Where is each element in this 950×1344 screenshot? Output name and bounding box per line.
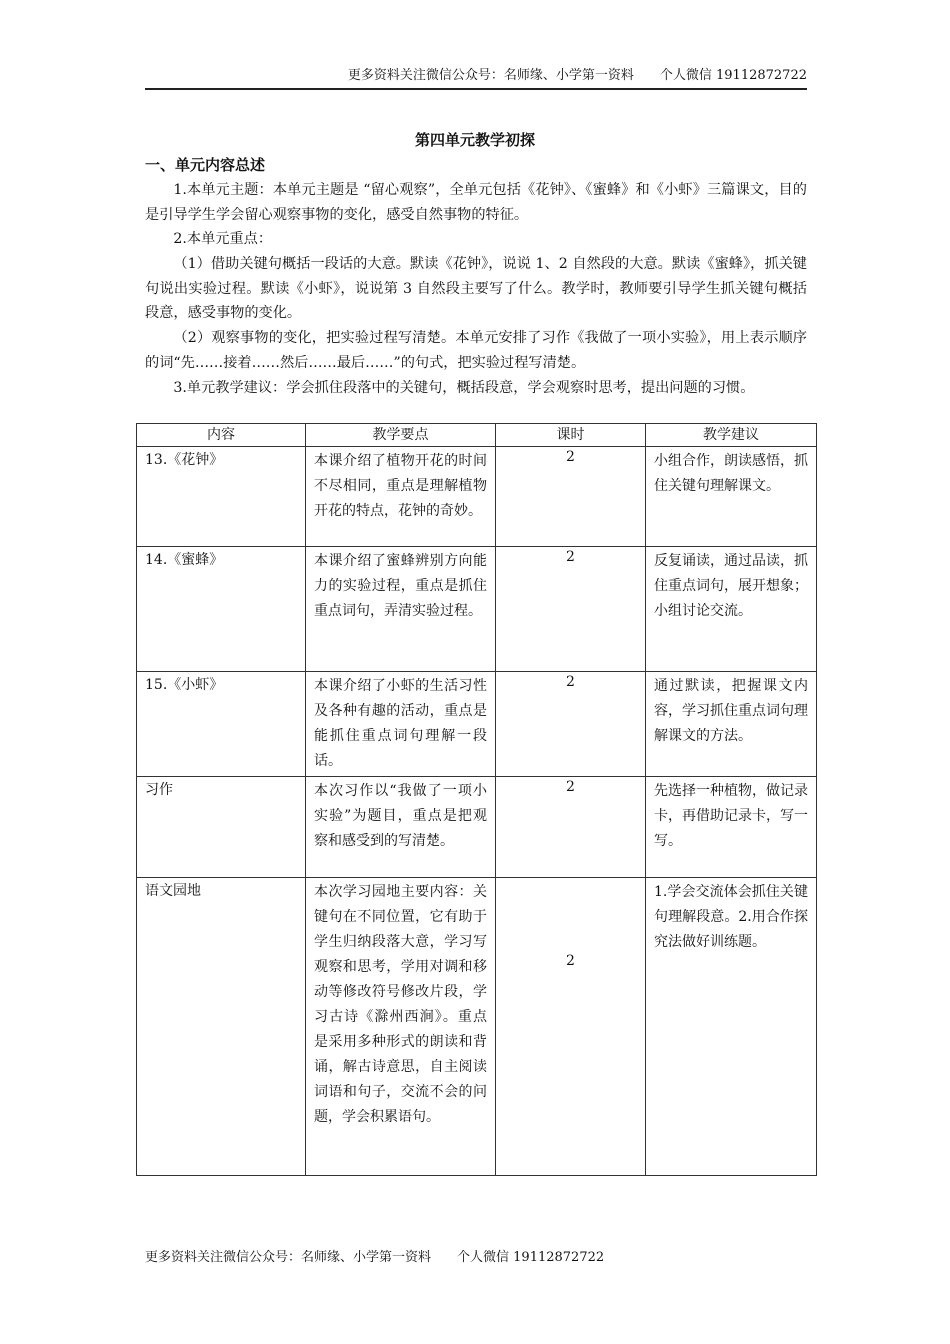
cell-content: 习作 — [137, 777, 306, 878]
paragraph-advice: 3.单元教学建议：学会抓住段落中的关键句，概括段意，学会观察时思考，提出问题的习惯。 — [173, 380, 755, 396]
header-wechat: 个人微信 19112872722 — [659, 68, 807, 83]
cell-advice: 1.学会交流体会抓住关键句理解段意。2.用合作探究法做好训练题。 — [646, 878, 817, 1176]
cell-points: 本次习作以“我做了一项小实验”为题目，重点是把观察和感受到的写清楚。 — [306, 777, 496, 878]
table-row — [137, 447, 817, 547]
cell-content: 15.《小虾》 — [137, 672, 306, 777]
cell-points: 本课介绍了小虾的生活习性及各种有趣的活动，重点是能抓住重点词句理解一段话。 — [306, 672, 496, 777]
cell-hours: 2 — [496, 878, 646, 1176]
paragraph-focus-heading: 2.本单元重点： — [173, 231, 273, 247]
cell-points: 本课介绍了蜜蜂辨别方向能力的实验过程，重点是抓住重点词句，弄清实验过程。 — [306, 547, 496, 672]
cell-hours: 2 — [496, 547, 646, 672]
page-title: 第四单元教学初探 — [414, 131, 535, 149]
cell-content: 13.《花钟》 — [137, 447, 306, 547]
header-advice: 教学建议 — [646, 424, 817, 447]
teaching-plan-table — [136, 423, 817, 1176]
header-hours: 课时 — [496, 424, 646, 447]
table-row — [137, 672, 817, 777]
header-content: 内容 — [137, 424, 306, 447]
cell-hours: 2 — [496, 672, 646, 777]
page-header — [145, 66, 807, 90]
table-row — [137, 777, 817, 878]
table-row — [137, 878, 817, 1176]
cell-advice: 通过默读，把握课文内容，学习抓住重点词句理解课文的方法。 — [646, 672, 817, 777]
section-heading: 一、单元内容总述 — [145, 156, 266, 174]
page-footer — [145, 1246, 604, 1265]
header-source: 更多资料关注微信公众号：名师缘、小学第一资料 — [347, 68, 634, 83]
cell-advice: 反复诵读，通过品读，抓住重点词句，展开想象；小组讨论交流。 — [646, 547, 817, 672]
paragraph-focus-2: （2）观察事物的变化，把实验过程写清楚。本单元安排了习作《我做了一项小实验》，用上表示顺序的词“先……接着……然后……最后……”的句式，把实验过程写清楚。 — [145, 330, 807, 371]
cell-advice: 先选择一种植物，做记录卡，再借助记录卡，写一写。 — [646, 777, 817, 878]
paragraph-theme: 1.本单元主题：本单元主题是 “留心观察”，全单元包括《花钟》、《蜜蜂》和《小虾》三篇课文，目的是引导学生学会留心观察事物的变化，感受自然事物的特征。 — [145, 182, 807, 223]
cell-hours: 2 — [496, 447, 646, 547]
table-header-row — [137, 424, 817, 447]
cell-content: 14.《蜜蜂》 — [137, 547, 306, 672]
cell-hours: 2 — [496, 777, 646, 878]
header-points: 教学要点 — [306, 424, 496, 447]
table-row — [137, 547, 817, 672]
paragraph-focus-1: （1）借助关键句概括一段话的大意。默读《花钟》，说说 1、2 自然段的大意。默读《蜜蜂》，抓关键句说出实验过程。默读《小虾》，说说第 3 自然段主要写了什么。教学时，教师要引导学生抓关键句概括段意，感受事物的变化。 — [145, 256, 807, 322]
footer-wechat: 个人微信 19112872722 — [457, 1250, 605, 1265]
cell-advice: 小组合作，朗读感悟，抓住关键句理解课文。 — [646, 447, 817, 547]
footer-source: 更多资料关注微信公众号：名师缘、小学第一资料 — [145, 1250, 432, 1265]
cell-content: 语文园地 — [137, 878, 306, 1176]
cell-points: 本次学习园地主要内容：关键句在不同位置，它有助于学生归纳段落大意，学习写观察和思考，学用对调和移动等修改符号修改片段，学习古诗《滁州西涧》。重点是采用多种形式的朗读和背诵，解古诗意思，自主阅读词语和句子，交流不会的问题，学会积累语句。 — [306, 878, 496, 1176]
cell-points: 本课介绍了植物开花的时间不尽相同，重点是理解植物开花的特点，花钟的奇妙。 — [306, 447, 496, 547]
